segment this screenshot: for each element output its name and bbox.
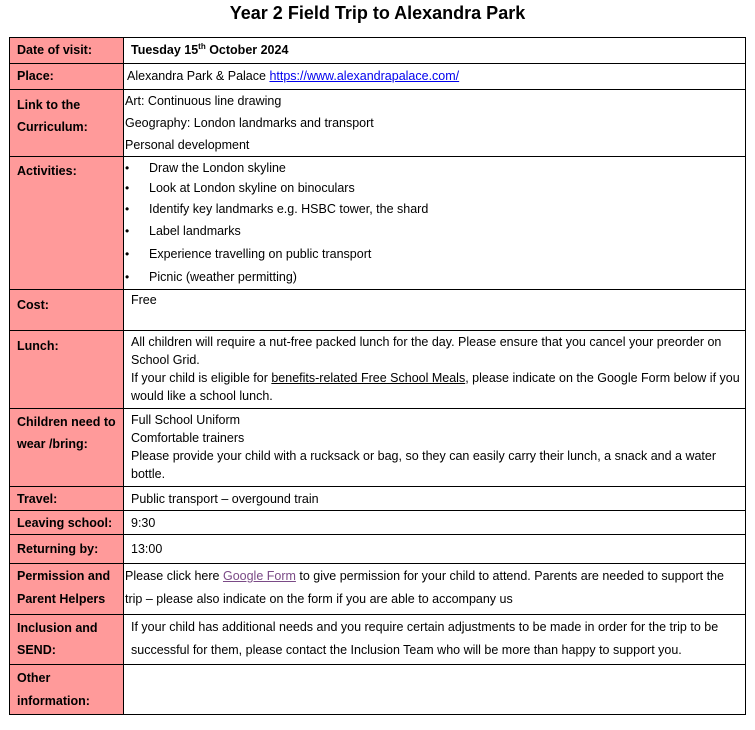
label-cost: Cost: — [10, 290, 124, 331]
label-permission: Permission and Parent Helpers — [10, 564, 124, 615]
list-item: • Experience travelling on public transport — [125, 242, 741, 266]
curriculum-line: Geography: London landmarks and transport — [125, 116, 374, 130]
list-item: • Draw the London skyline — [125, 158, 741, 178]
value-cost: Free — [124, 290, 746, 331]
date-day: Tuesday 15 — [131, 43, 199, 57]
list-item: • Label landmarks — [125, 220, 741, 242]
google-form-link[interactable]: Google Form — [222, 569, 296, 583]
activities-list — [125, 158, 741, 288]
row-other — [10, 665, 746, 715]
row-lunch — [10, 331, 746, 409]
value-date — [124, 38, 746, 64]
row-cost — [10, 290, 746, 331]
label-place: Place: — [10, 64, 124, 90]
label-travel: Travel: — [10, 487, 124, 511]
row-leaving — [10, 511, 746, 535]
place-text: Alexandra Park & Palace — [127, 69, 270, 83]
value-travel: Public transport – overgound train — [124, 487, 746, 511]
label-other: Other information: — [10, 665, 124, 715]
value-lunch — [124, 331, 746, 409]
value-activities — [124, 157, 746, 290]
label-wear: Children need to wear /bring: — [10, 409, 124, 487]
row-wear — [10, 409, 746, 487]
list-item: • Identify key landmarks e.g. HSBC tower, the shard — [125, 198, 741, 220]
label-returning: Returning by: — [10, 535, 124, 564]
value-leaving: 9:30 — [124, 511, 746, 535]
row-travel — [10, 487, 746, 511]
label-curriculum: Link to the Curriculum: — [10, 90, 124, 157]
row-place — [10, 64, 746, 90]
label-inclusion: Inclusion and SEND: — [10, 615, 124, 665]
value-curriculum — [124, 90, 746, 157]
fsm-link[interactable]: benefits-related Free School Meals — [271, 371, 466, 385]
row-returning — [10, 535, 746, 564]
permission-text: to give permission for your child to attend. Parents are needed to support the trip – please also indicate on the form if you are able to accompany us — [125, 569, 724, 606]
date-suffix: th — [198, 41, 206, 51]
curriculum-line: Art: Continuous line drawing — [125, 94, 282, 108]
list-item: • Look at London skyline on binoculars — [125, 178, 741, 198]
list-item: • Picnic (weather permitting) — [125, 266, 741, 288]
wear-line: Please provide your child with a rucksack or bag, so they can easily carry their lunch, a snack and a water bottle. — [131, 449, 717, 481]
row-inclusion — [10, 615, 746, 665]
permission-text: Please click here — [125, 569, 223, 583]
lunch-paragraph: All children will require a nut-free packed lunch for the day. Please ensure that you cancel your preorder on School Grid. — [131, 335, 722, 367]
wear-line: Full School Uniform — [131, 413, 241, 427]
value-inclusion: If your child has additional needs and you require certain adjustments to be made in order for the trip to be successful for them, please contact the Inclusion Team who will be more than happy to support you. — [124, 615, 746, 665]
trip-info-table — [9, 37, 746, 715]
label-leaving: Leaving school: — [10, 511, 124, 535]
lunch-text: If your child is eligible for — [131, 371, 272, 385]
row-curriculum — [10, 90, 746, 157]
page-title: Year 2 Field Trip to Alexandra Park — [229, 3, 526, 23]
label-lunch: Lunch: — [10, 331, 124, 409]
curriculum-line: Personal development — [125, 138, 250, 152]
lunch-text: , please indicate on the Google Form below if you would like a school lunch. — [131, 371, 740, 403]
value-other[interactable] — [124, 665, 746, 715]
label-activities: Activities: — [10, 157, 124, 290]
lunch-paragraph-2 — [131, 369, 741, 405]
row-date — [10, 38, 746, 64]
row-permission — [10, 564, 746, 615]
row-activities — [10, 157, 746, 290]
label-date: Date of visit: — [10, 38, 124, 64]
value-wear — [124, 409, 746, 487]
date-month-year: October 2024 — [205, 43, 289, 57]
value-returning: 13:00 — [124, 535, 746, 564]
value-permission — [124, 564, 746, 615]
value-place — [124, 64, 746, 90]
place-link[interactable]: https://www.alexandrapalace.com/ — [269, 69, 460, 83]
wear-line: Comfortable trainers — [131, 431, 245, 445]
